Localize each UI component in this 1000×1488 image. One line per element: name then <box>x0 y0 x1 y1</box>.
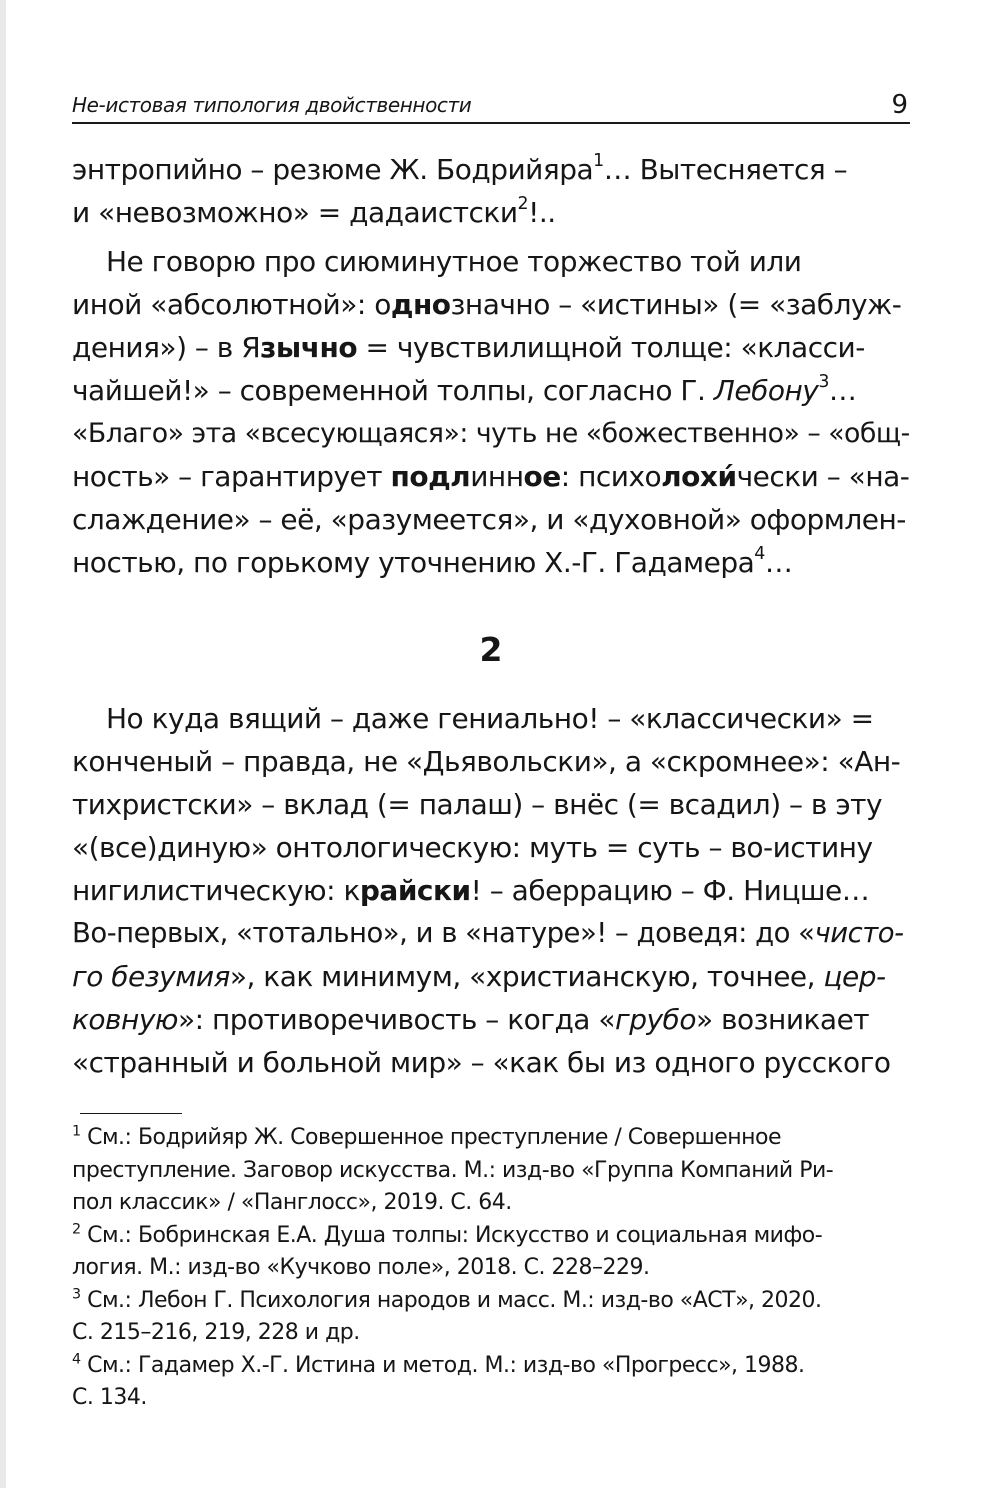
text-line: ковную»: противоречивость – когда «грубо» возникает <box>72 1003 870 1036</box>
paragraph <box>72 240 910 584</box>
footnote <box>72 1350 910 1415</box>
footnote-line: логия. М.: изд-во «Кучково поле», 2018. С. 228–229. <box>72 1255 650 1280</box>
text-run: энтропийно – резюме Ж. Бодрийяра$^1$… Вытесняется – <box>72 150 848 186</box>
text-line: «странный и больной мир» – «как бы из одного русского <box>72 1046 891 1079</box>
section-number: 2 <box>479 630 503 669</box>
footnote-mark: 1 <box>72 1123 81 1140</box>
page-number: 9 <box>891 90 908 120</box>
text-line: нигилистическую: крайски! – аберрацию – Ф. Ницше… <box>72 874 870 907</box>
text-line: Но куда вящий – даже гениально! – «классически» = <box>106 702 874 735</box>
text-line: «(все)диную» онтологическую: муть = суть – во-истину <box>72 831 873 864</box>
footnote-line: преступление. Заговор искусства. М.: изд-во «Группа Компаний Ри- <box>72 1157 834 1183</box>
footnote <box>72 1285 910 1350</box>
text-line: дения») – в Язычно = чувствилищной толще: «класси- <box>72 331 865 364</box>
text-line: и «невозможно» = дадаистски$^2$!.. <box>72 193 556 229</box>
running-title: Не-истовая типология двойственности <box>72 93 472 117</box>
text-line: чайшей!» – современной толпы, согласно Г. Лебону$^3$… <box>72 371 857 407</box>
text-line: тихристски» – вклад (= палаш) – внёс (= всадил) – в эту <box>72 788 883 821</box>
footnote-line: $^4$ См.: Гадамер Х.-Г. Истина и метод. М.: изд-во «Прогресс», 1988. <box>72 1350 805 1378</box>
footnote-mark: 4 <box>72 1350 81 1367</box>
footnote-mark: 2 <box>72 1220 81 1237</box>
footnote-line: $^3$ См.: Лебон Г. Психология народов и масс. М.: изд-во «АСТ», 2020. <box>72 1285 822 1313</box>
text-line: ностью, по горькому уточнению Х.-Г. Гадамера$^4$… <box>72 543 793 579</box>
paragraph <box>72 697 910 1084</box>
footnote-line: $^2$ См.: Бобринская Е.А. Душа толпы: Искусство и социальная мифо- <box>72 1220 823 1248</box>
text-line: Во-первых, «тотально», и в «натуре»! – доведя: до «чисто- <box>72 917 904 949</box>
footnote-ref: 1 <box>593 150 604 171</box>
footnote-separator <box>80 1113 182 1114</box>
footnote-line: С. 215–216, 219, 228 и др. <box>72 1320 360 1345</box>
footnote-ref: 4 <box>754 543 765 564</box>
footnote-ref: 3 <box>818 371 829 392</box>
text-line: слаждение» – её, «разумеется», и «духовной» оформлен- <box>72 503 906 536</box>
text-line: го безумия», как минимум, «христианскую, точнее, цер- <box>72 960 886 993</box>
footnote <box>72 1220 910 1285</box>
text-line: иной «абсолютной»: однозначно – «истины» (= «заблуж- <box>72 288 902 321</box>
footnote-line: $^1$ См.: Бодрийяр Ж. Совершенное преступление / Совершенное <box>72 1123 781 1150</box>
page-edge <box>0 0 6 1488</box>
footnote-line: С. 134. <box>72 1385 147 1410</box>
text-line: «Благо» эта «всесующаяся»: чуть не «божественно» – «общ- <box>72 418 910 449</box>
text-line <box>72 148 910 191</box>
footnote-line: пол классик» / «Панглосс», 2019. С. 64. <box>72 1190 512 1215</box>
text-line: Не говорю про сиюминутное торжество той или <box>106 245 802 278</box>
footnote-ref: 2 <box>517 193 529 214</box>
text-line: конченый – правда, не «Дьявольски», а «скромнее»: «Ан- <box>72 745 901 778</box>
page-header <box>72 88 910 124</box>
footnote <box>72 1122 910 1220</box>
paragraph-continuation <box>72 148 910 234</box>
footnote-mark: 3 <box>72 1285 81 1302</box>
text-line: ность» – гарантирует подлинное: психолохи́чески – «на- <box>72 460 910 493</box>
footnotes <box>72 1122 910 1415</box>
